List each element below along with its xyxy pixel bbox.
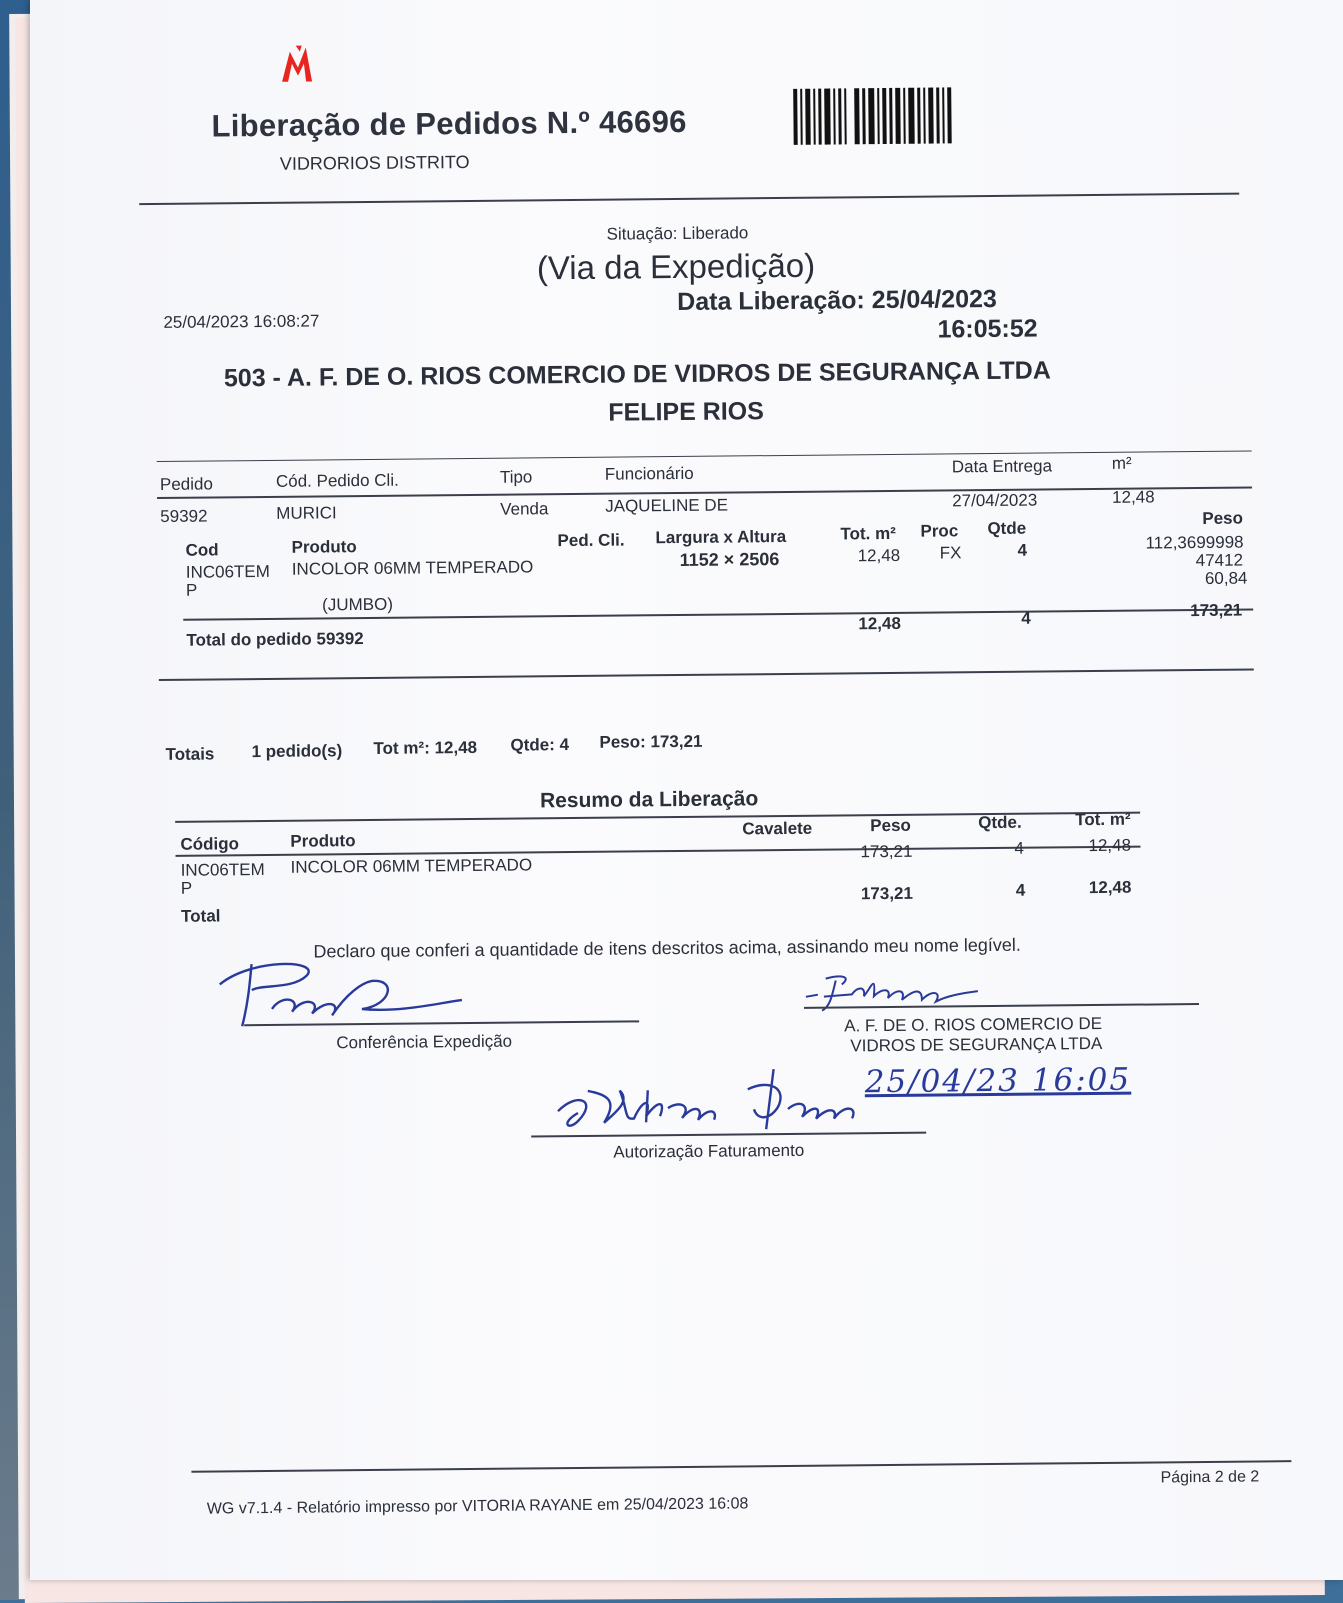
resumo-produto: INCOLOR 06MM TEMPERADO (290, 855, 533, 877)
col-header-produto: Produto (291, 537, 357, 557)
footer-page-number: Página 2 de 2 (1160, 1468, 1260, 1487)
release-date (677, 285, 997, 317)
resumo-qtde: 4 (1014, 838, 1025, 858)
totais-qtde: Qtde: 4 (510, 735, 570, 755)
pedido-total-peso: 173,21 (1190, 600, 1243, 621)
col-header-ped-cli: Ped. Cli. (557, 530, 625, 551)
release-date-value: 25/04/2023 (871, 284, 997, 315)
totais-peso: Peso: 173,21 (599, 731, 703, 752)
col-header-funcionario: Funcionário (604, 463, 694, 484)
item-peso-line2: 47412 (1195, 550, 1244, 571)
document-page (30, 0, 1343, 1580)
pedido-cod-cli: MURICI (276, 503, 337, 523)
pedido-tipo: Venda (500, 499, 549, 519)
signature-label-autorizacao: Autorização Faturamento (613, 1140, 805, 1162)
pedido-total-label: Total do pedido 59392 (186, 629, 364, 650)
resumo-codigo-line1: INC06TEM (180, 859, 265, 880)
status-text: Situação: Liberado (606, 223, 749, 244)
resumo-codigo-line2: P (180, 878, 193, 898)
pedido-funcionario: JAQUELINE DE (605, 495, 729, 516)
resumo-col-tot-m2: Tot. m² (1075, 809, 1131, 830)
resumo-total-peso: 173,21 (860, 883, 913, 904)
signature-label-conferencia: Conferência Expedição (336, 1031, 513, 1053)
pedido-table-bottom-line (159, 668, 1254, 681)
client-name: 503 - A. F. DE O. RIOS COMERCIO DE VIDROS DE SEGURANÇA LTDA (223, 356, 1051, 393)
company-name: VIDRORIOS DISTRITO (279, 151, 470, 174)
release-time: 16:05:52 (937, 314, 1038, 344)
col-header-pedido: Pedido (159, 474, 213, 494)
signature-label-cliente-line2: VIDROS DE SEGURANÇA LTDA (850, 1033, 1103, 1056)
resumo-tot-m2: 12,48 (1088, 835, 1132, 856)
pedido-m2: 12,48 (1112, 487, 1155, 507)
resumo-col-peso: Peso (870, 815, 911, 836)
resumo-peso: 173,21 (860, 841, 913, 862)
col-header-cod: Cod (185, 540, 219, 560)
signature-cliente (802, 965, 1002, 1017)
col-header-peso: Peso (1202, 508, 1244, 528)
footer-printed-by: WG v7.1.4 - Relatório impresso por VITORIA RAYANE em 25/04/2023 16:08 (206, 1495, 749, 1518)
col-header-m2: m² (1111, 453, 1132, 473)
item-peso-line1: 112,3699998 (1145, 532, 1244, 553)
item-dimensions: 1152 × 2506 (679, 549, 780, 570)
resumo-total-qtde: 4 (1015, 880, 1026, 900)
client-contact: FELIPE RIOS (608, 397, 764, 427)
pedido-number: 59392 (160, 506, 208, 526)
page-title: Liberação de Pedidos N.º 46696 (211, 103, 687, 144)
item-tot-m2: 12,48 (857, 545, 901, 566)
resumo-col-codigo: Código (180, 834, 240, 854)
col-header-largura-altura: Largura x Altura (655, 526, 787, 548)
item-produto-line2: (JUMBO) (322, 594, 394, 615)
item-qtde: 4 (1017, 540, 1028, 560)
signature-autorizacao (548, 1058, 879, 1151)
handwritten-date: 25/04/23 16:05 (864, 1061, 1132, 1101)
totais-label: Totais (165, 744, 215, 764)
item-cod-line2: P (185, 580, 198, 600)
col-header-proc: Proc (920, 521, 959, 541)
release-date-label: Data Liberação: (677, 286, 865, 317)
col-header-cod-pedido-cli: Cód. Pedido Cli. (275, 470, 399, 491)
resumo-col-produto: Produto (290, 831, 356, 851)
pedido-total-qtde: 4 (1021, 608, 1031, 628)
totais-m2: Tot m²: 12,48 (373, 737, 478, 758)
print-datetime: 25/04/2023 16:08:27 (163, 311, 320, 332)
col-header-tot-m2: Tot. m² (840, 523, 896, 544)
resumo-title: Resumo da Liberação (539, 787, 759, 813)
signature-label-cliente-line1: A. F. DE O. RIOS COMERCIO DE (844, 1013, 1103, 1036)
pedido-data-entrega: 27/04/2023 (952, 490, 1038, 511)
col-header-tipo: Tipo (499, 467, 533, 487)
copy-type: (Via da Expedição) (536, 246, 816, 287)
resumo-col-qtde: Qtde. (978, 812, 1022, 833)
item-cod-line1: INC06TEM (185, 561, 270, 582)
barcode (793, 87, 990, 145)
company-logo-icon (278, 41, 322, 85)
col-header-data-entrega: Data Entrega (951, 456, 1053, 477)
footer-divider (191, 1460, 1291, 1473)
resumo-total-label: Total (181, 906, 221, 926)
item-peso-line3: 60,84 (1204, 568, 1248, 588)
item-produto-line1: INCOLOR 06MM TEMPERADO (291, 557, 534, 579)
pedido-total-m2: 12,48 (858, 613, 901, 634)
item-proc: FX (939, 543, 962, 563)
col-header-qtde: Qtde (987, 518, 1027, 539)
pedido-table-top-line (157, 450, 1252, 462)
resumo-col-cavalete: Cavalete (742, 818, 813, 839)
header-divider (139, 193, 1239, 206)
declaration-text: Declaro que conferi a quantidade de itens descritos acima, assinando meu nome legível. (313, 934, 1021, 962)
totais-pedidos: 1 pedido(s) (251, 741, 343, 762)
resumo-total-tot-m2: 12,48 (1088, 877, 1132, 898)
